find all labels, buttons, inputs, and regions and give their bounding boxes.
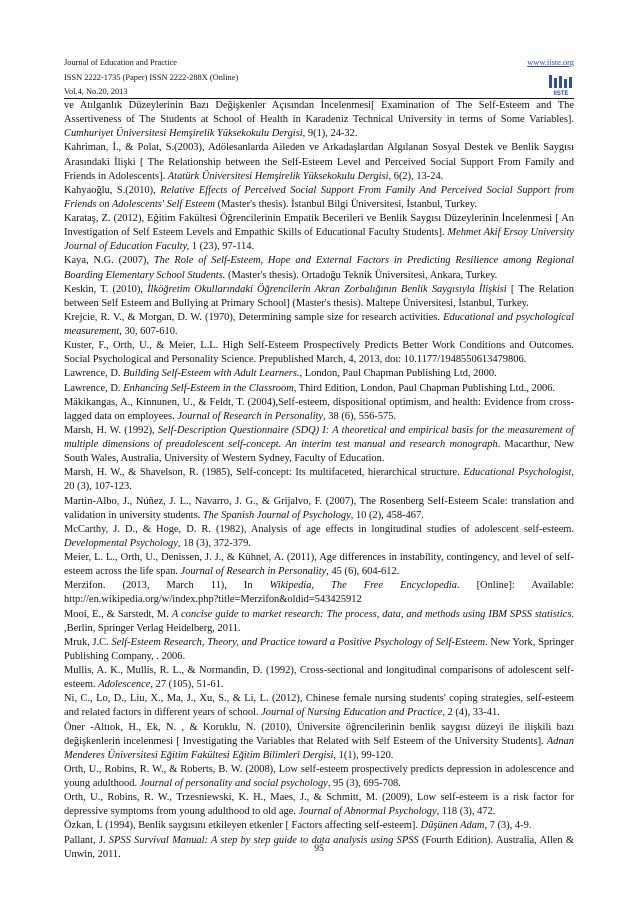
reference-entry [64,664,574,692]
reference-title-italic: Journal of personality and social psychology [139,778,328,789]
reference-text: . ,Berlin, Springer Verlag Heidelberg, 2011. [64,608,574,634]
reference-text: , 18 (3), 372-379. [177,537,251,549]
reference-entry [64,254,574,282]
reference-text: ve Atılganlık Düzeylerinin Bazı Değişkenler Açısından İncelenmesi[ Examination of The Self-Esteem and The Assertiveness of The Students at School of Health in Karadeniz Technical University in terms of Some Variables]. [64,100,574,126]
reference-text: , 118 (3), 472. [436,806,496,818]
reference-text: Lawrence, D. [64,382,124,394]
reference-text: 9(1), 24-32. [305,128,358,140]
reference-text: Özkan, İ. (1994), Benlik saygısını etkileyen etkenler [ Factors affecting self-esteem]. [64,820,421,832]
reference-list [64,99,574,862]
reference-title-italic: Self-Esteem Research, Theory, and Practice toward a Positive Psychology of Self-Esteem [111,636,485,648]
journal-url-link[interactable]: www.iiste.org [527,58,574,67]
reference-entry [64,184,574,212]
reference-text: Mullis, A. K., Mullis, R. L., & Normandin, D. (1992), Cross-sectional and longitudinal comparisons of adolescent self-esteem. [64,665,574,691]
reference-entry [64,636,574,664]
reference-text: Merzifon. (2013, March 11), In [64,580,270,592]
reference-text: Martin-Albo, J., Núñez, J. L., Navarro, J. G., & Grijalvo, F. (2007), The Rosenberg Self-Esteem Scale: translation and validation in university students. [64,495,574,521]
reference-text: , Third Edition, London, Paul Chapman Publishing Ltd., 2006. [293,382,556,394]
reference-title-italic: Developmental Psychology [64,537,178,549]
reference-text: , 20 (3), 107-123. [64,467,574,493]
reference-text: , 38 (6), 556-575. [323,410,397,422]
reference-text: Krejcie, R. V., & Morgan, D. W. (1970), Determining sample size for research activities. [64,311,444,323]
reference-text: (Master's thesis). İstanbul Bilgi Üniversitesi, İstanbul, Turkey. [215,198,477,210]
reference-title-italic: Mehmet Akif Ersoy University Journal of Education Faculty, [64,227,574,253]
reference-entry [64,339,574,367]
reference-text: [ The Relation between Self Esteem and Bullying at Primary School] (Master's thesis). Maltepe Üniversitesi, İstanbul, Turkey. [64,283,574,309]
reference-entry [64,495,574,523]
reference-entry [64,579,574,607]
reference-entry [64,141,574,183]
reference-text: , London, Paul Chapman Publishing Ltd, 2000. [299,368,497,380]
reference-text: Karataş, Z. (2012), Eğitim Fakültesi Öğrencilerinin Empatik Becerileri ve Benlik Saygısı Düzeylerinin İncelenmesi [ An Investigation of Self Esteem Levels and Empathic Skills of Educational Faculty Students]. [64,213,574,239]
reference-text: Ni, C., Lo, D., Liu, X., Ma, J., Xu, S., & Li, L. (2012), Chinese female nursing students' coping strategies, self-esteem and related factors in different years of school. [64,693,574,719]
reference-title-italic: Wikipedia, The Free Encyclopedia [269,580,457,592]
reference-title-italic: The Spanish Journal of Psychology [202,509,351,521]
journal-name: Journal of Education and Practice [64,58,178,67]
reference-text: (Master's thesis). Ortadoğu Teknik Üniversitesi, Ankara, Turkey. [225,269,498,281]
reference-entry [64,311,574,339]
reference-entry [64,212,574,254]
page-number: 95 [314,844,324,854]
iiste-logo-icon [548,74,574,96]
reference-title-italic: Journal of Research in Personality [177,410,324,422]
reference-entry [64,382,574,396]
reference-entry [64,608,574,636]
reference-text: Kahriman, İ., & Polat, S.(2003), Adölesanlarda Aileden ve Arkadaşlardan Algılanan Sosyal Destek ve Benlik Saygısı Arasındaki İlişki [ The Relationship between the Self-Esteem Level and Perceived Social Support From Family and Friends in Adolescents]. [64,142,574,182]
reference-text: Keskin, T. (2010), [64,283,148,295]
reference-entry [64,551,574,579]
reference-entry [64,396,574,424]
reference-title-italic: SPSS Survival Manual: A step by step guide to data analysis using SPSS [108,834,419,846]
reference-text: Pallant, J. [64,834,109,846]
reference-text: , 1(1), 99-120. [333,749,394,761]
reference-title-italic: Educational and psychological measurement [64,311,574,337]
reference-text: Mruk, J.C. [64,636,112,648]
logo-text: IISTE [553,91,569,96]
reference-text: (Fourth Edition). Australia, Allen & Unwin, 2011. [64,834,575,860]
reference-text: Marsh, H. W. (1992), [64,424,158,436]
reference-title-italic: Atatürk Üniversitesi Hemşirelik Yüksekokulu Dergisi, [167,170,392,182]
reference-text: Mäkikangas, A., Kinnunen, U., & Feldt, T. (2004),Self-esteem, dispositional optimism, and health: Evidence from cross-lagged data on employees. [64,396,574,422]
reference-text: Orth, U., Robins, R. W., & Roberts, B. W. (2008), Low self-esteem prospectively predicts depression in adolescence and young adulthood. [64,763,574,789]
reference-text: Mooi, E., & Sarstedt, M. [64,608,172,620]
reference-entry [64,819,574,833]
reference-text: Kaya, N.G. (2007), [64,255,154,267]
reference-text: . [Online]: Available: http://en.wikipedia.org/w/index.php?title=Merzifon&oldid=543425912 [64,580,574,606]
reference-text: 6(2), 13-24. [391,170,444,182]
reference-entry [64,791,574,819]
reference-text: Kuster, F., Orth, U., & Meier, L.L. High Self-Esteem Prospectively Predicts Better Work Conditions and Outcomes. Social Psychological and Personality Science. Prepublished March, 4, 2013, doı: 10.1177/1948550613479806. [64,340,574,366]
reference-title-italic: Self-Description Questionnaire (SDQ) I: A theoretical and empirical basis for the measurement of multiple dimensions of preadolescent self-concept. An interim test manual and research monograph [64,424,574,450]
issn-line: ISSN 2222-1735 (Paper) ISSN 2222-288X (Online) [64,72,239,82]
reference-text: McCarthy, J. D., & Hoge, D. R. (1982), Analysis of age effects in longitudinal studies of adolescent self-esteem. [64,523,574,535]
reference-entry [64,283,574,311]
reference-text: Kahyaoğlu, S.(2010), [64,184,161,196]
reference-title-italic: A concise guide to market research: The process, data, and methods using IBM SPSS statistics [171,608,572,620]
reference-text: . Macarthur, New South Wales, Australia, University of Western Sydney, Faculty of Education. [64,439,574,465]
reference-text: Meier, L. L., Orth, U., Denissen, J. J., & Kühnel, A. (2011), Age differences in instability, contingency, and level of self-esteem across the life span. [64,552,574,578]
reference-title-italic: Adnan Menderes Üniversitesi Eğitim Fakültesi Eğitim Bilimleri Dergisi [64,735,574,761]
reference-text: Orth, U., Robins, R. W., Trzesniewski, K. H., Maes, J., & Schmitt, M. (2009), Low self-esteem is a risk factor for depressive symptoms from young adulthood to old age. [64,792,574,818]
reference-text: , 30, 607-610. [119,326,178,337]
reference-title-italic: Enhancing Self-Esteem in the Classroom [123,382,294,394]
reference-text: Öner -Altıok, H., Ek, N. , & Koruklu, N. (2010), Üniversite öğrencilerinin benlik saygısı düzeyi ile ilişkili bazı değişkenlerin incelenmesi [ Investigating the Variables that Related with Self Esteem of the University Students]. [64,721,574,747]
reference-text: . New York, Springer Publishing Company, . 2006. [64,636,575,662]
reference-title-italic: Building Self-Esteem with Adult Learners. [123,368,300,380]
reference-entry [64,721,574,763]
reference-title-italic: Journal of Abnormal Psychology [298,806,437,818]
reference-title-italic: Adolescence [98,679,151,691]
reference-entry [64,466,574,494]
reference-title-italic: Journal of Research in Personality [180,566,327,578]
reference-title-italic: Journal of Nursing Education and Practice [261,707,443,719]
reference-text: , 2 (4), 33-41. [442,707,500,719]
reference-entry [64,99,574,141]
volume-line: Vol.4, No.20, 2013 [64,87,128,96]
reference-text: Lawrence, D. [64,368,124,380]
reference-text: Marsh, H. W., & Shavelson, R. (1985), Self-concept: Its multifaceted, hierarchical structure. [64,467,464,479]
reference-title-italic: The Role of Self-Esteem, Hope and External Factors in Predicting Resilience among Regional Boarding Elementary School Students. [64,255,574,281]
reference-entry [64,523,574,551]
page-header [64,56,574,100]
reference-entry [64,424,574,466]
reference-text: , 7 (3), 4-9. [484,820,532,832]
reference-text: , 10 (2), 458-467. [350,509,424,521]
reference-title-italic: Relative Effects of Perceived Social Support From Family And Perceived Social Support from Friends on Adolescents' Self Esteem [64,184,574,210]
reference-entry [64,367,574,381]
reference-title-italic: Düşünen Adam [420,820,485,832]
reference-text: , 95 (3), 695-708. [327,778,401,789]
reference-title-italic: Educational Psychologist [463,467,572,479]
reference-title-italic: İlköğretim Okullarındaki Öğrencilerin Akran Zorbalığının Benlik Saygısıyla İlişkisi [147,283,507,295]
reference-text: , 45 (6), 604-612. [326,566,400,578]
reference-entry [64,692,574,720]
reference-entry [64,763,574,791]
reference-title-italic: Cumhuriyet Üniversitesi Hemşirelik Yüksekokulu Dergisi, [64,128,306,140]
reference-text: , 27 (105), 51-61. [150,679,224,691]
reference-text: 1 (23), 97-114. [189,241,255,253]
